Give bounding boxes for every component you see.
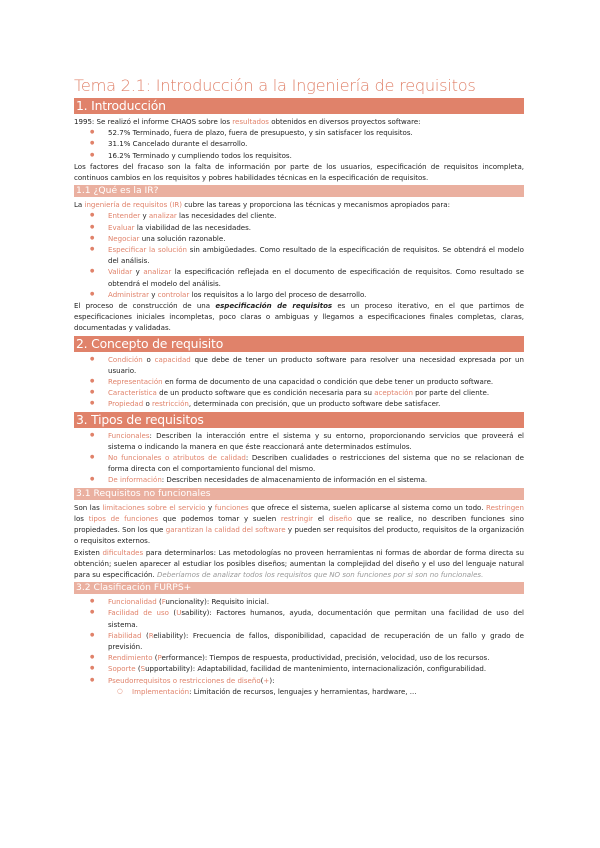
text: (: [260, 675, 264, 685]
highlight: Fiabilidad: [108, 630, 142, 640]
list-item: [108, 210, 524, 221]
bullet-list: [74, 354, 524, 410]
list-item: [108, 663, 524, 674]
text: y pueden ser requisitos del producto, requisitos de la organización o requisitos externos.: [74, 525, 524, 546]
section-heading-concepto-requisito: 2. Concepto de requisito: [74, 336, 524, 352]
text: sability): Factores humanos, ayuda, documentación que permitan una facilidad de uso del sistema.: [108, 608, 524, 629]
highlight: P: [157, 653, 162, 663]
highlight: Administrar: [108, 289, 149, 299]
highlight: resultados: [232, 117, 269, 126]
list-item: [108, 430, 524, 452]
highlight: Restringen: [486, 502, 524, 512]
highlight: Especificar la solución: [108, 245, 188, 255]
subsection-heading-no-funcionales: 3.1 Requisitos no funcionales: [74, 488, 524, 500]
list-item: [108, 675, 524, 686]
paragraph: [74, 502, 524, 547]
list-item: [108, 398, 524, 409]
text: que debe de tener un producto software para resolver una necesidad expresada por un usuario.: [108, 354, 524, 375]
highlight: S: [140, 664, 146, 674]
text: una solución razonable.: [139, 233, 226, 243]
text: en forma de documento de una capacidad o condición que debe tener un producto software.: [162, 377, 494, 387]
highlight: Rendimiento: [108, 653, 153, 663]
list-item: ● 16.2% Terminado y cumpliendo todos los requisitos.: [108, 150, 524, 161]
text: (: [152, 653, 158, 663]
subsection-heading-furps: 3.2 Clasificación FURPS+: [74, 582, 524, 594]
sub-bullet-list: [74, 686, 524, 697]
highlight: controlar: [157, 289, 190, 299]
text: el: [313, 513, 329, 523]
highlight: Condición: [108, 354, 143, 364]
highlight: R: [148, 630, 154, 640]
text: (: [135, 664, 141, 674]
text: para determinarlos: Las metodologías no proveen herramientas ni formas de abordar de forma directa su obtención; suelen aparecer al estudiar los posibles diseños; aumentan la complejidad del diseño y el uso del lenguaje natural para su especificación.: [74, 547, 524, 579]
text: la viabilidad de las necesidades.: [134, 222, 252, 232]
text: los requisitos a lo largo del proceso de desarrollo.: [189, 289, 367, 299]
text: (: [156, 597, 162, 607]
bullet-list: [74, 127, 524, 161]
text: : Describen cualidades o restricciones del sistema que no se relacionan de forma directa con el comportamiento funcional del mismo.: [108, 453, 524, 474]
highlight: analizar: [148, 211, 177, 221]
highlight: Entender: [108, 211, 141, 221]
list-item: [108, 607, 524, 629]
list-item: [108, 233, 524, 244]
list-item: [108, 222, 524, 233]
section-heading-tipos-requisitos: 3. Tipos de requisitos: [74, 412, 524, 428]
text: uncionality): Requisito inicial.: [165, 597, 269, 607]
paragraph: [74, 300, 524, 334]
highlight: Característica: [108, 388, 157, 398]
text: que podemos tomar y suelen: [158, 513, 281, 523]
list-item: [108, 596, 524, 607]
highlight: +: [263, 675, 270, 685]
paragraph: [74, 547, 524, 581]
text: de un producto software que es condición necesaria para su: [156, 388, 375, 398]
text: o: [143, 399, 153, 409]
list-item: [108, 474, 524, 485]
text: Son las: [74, 502, 103, 512]
text: o: [142, 354, 155, 364]
text: los: [74, 513, 89, 523]
list-item: [108, 244, 524, 266]
text: La: [74, 200, 85, 210]
highlight: Representación: [108, 377, 163, 387]
highlight: Evaluar: [108, 222, 135, 232]
text: y: [132, 267, 144, 277]
paragraph: [74, 116, 524, 127]
text: (: [168, 608, 177, 618]
text: Existen: [74, 547, 103, 557]
text: cubre las tareas y proporciona las técnicas y mecanismos apropiados para:: [182, 200, 450, 210]
subsection-heading-que-es-ir: 1.1 ¿Qué es la IR?: [74, 185, 524, 197]
page-title: Tema 2.1: Introducción a la Ingeniería de requisitos: [74, 76, 476, 95]
text: erformance): Tiempos de respuesta, productividad, precisión, velocidad, uso de los recursos.: [161, 653, 490, 663]
highlight: Propiedad: [108, 399, 144, 409]
highlight: restringir: [280, 513, 314, 523]
bullet-list: [74, 430, 524, 486]
text: la especificación reflejada en el documento de especificación de requisitos. Como resultado se obtendrá el modelo del análisis.: [108, 267, 525, 288]
text: es un proceso iterativo, en el que partimos de especificaciones iniciales incompletas, poco claras o ambiguas y llegamos a especificaciones finales completas, claras, documentadas y validadas.: [74, 301, 525, 333]
text: : Describen necesidades de almacenamiento de información en el sistema.: [161, 475, 428, 485]
list-item: [132, 686, 524, 697]
highlight: Funcionalidad: [108, 597, 157, 607]
highlight: analizar: [143, 267, 172, 277]
bullet-list: [74, 210, 524, 300]
text: , determinada con precisión, que un producto software debe satisfacer.: [188, 399, 441, 409]
list-item: ● 52.7% Terminado, fuera de plazo, fuera de presupuesto, y sin satisfacer los requisitos.: [108, 127, 524, 138]
highlight: dificultades: [102, 547, 144, 557]
text: : Limitación de recursos, lenguajes y herramientas, hardware, ...: [189, 686, 417, 696]
highlight: limitaciones sobre el servicio: [102, 502, 206, 512]
list-item: [108, 630, 524, 652]
highlight: Funcionales: [108, 430, 150, 440]
highlight: Soporte: [108, 664, 136, 674]
list-item: [108, 376, 524, 387]
list-item: ● 31.1% Cancelado durante el desarrollo.: [108, 138, 524, 149]
text: upportability): Adaptabilidad, facilidad de mantenimiento, internacionalización, configurabilidad.: [145, 664, 487, 674]
text: que ofrece el sistema, suelen aplicarse al sistema como un todo.: [248, 502, 487, 512]
text: sin ambigüedades. Como resultado de la especificación de requisitos. Se obtendrá el modelo del análisis.: [108, 245, 524, 266]
highlight: Validar: [108, 267, 133, 277]
section-heading-introduccion: 1. Introducción: [74, 98, 524, 114]
list-item: [108, 387, 524, 398]
highlight: ingeniería de requisitos (IR): [84, 200, 183, 210]
highlight: Implementación: [132, 686, 190, 696]
list-item: [108, 652, 524, 663]
emphasis: especificación de requisitos: [215, 301, 333, 311]
text: obtenidos en diversos proyectos software:: [268, 117, 421, 126]
text: (: [141, 630, 149, 640]
list-item: [108, 354, 524, 376]
highlight: Facilidad de uso: [108, 608, 169, 618]
highlight: Negociar: [108, 233, 140, 243]
paragraph: Los factores del fracaso son la falta de información por parte de los usuarios, especificación de requisitos incompleta, continuos cambios en los requisitos y pobres habilidades técnicas en la especificación de requisitos.: [74, 161, 524, 183]
text: que se realice, no describen funciones sino propiedades. Son los que: [74, 513, 524, 535]
text: El proceso de construcción de una: [74, 301, 216, 311]
highlight: De información: [108, 475, 162, 485]
highlight: tipos de funciones: [88, 513, 159, 523]
list-item: [108, 266, 524, 288]
text: y: [205, 502, 215, 512]
highlight: No funcionales o atributos de calidad: [108, 453, 246, 463]
highlight: diseño: [328, 513, 353, 523]
highlight: U: [176, 608, 182, 618]
list-item: [108, 289, 524, 300]
list-item: [108, 452, 524, 474]
text: 1995: Se realizó el informe CHAOS sobre los: [74, 117, 233, 126]
text: ):: [269, 675, 275, 685]
highlight: capacidad: [154, 354, 191, 364]
bullet-list: [74, 596, 524, 686]
text: por parte del cliente.: [412, 388, 490, 398]
paragraph: [74, 199, 524, 210]
highlight: F: [161, 597, 166, 607]
highlight: aceptación: [374, 388, 413, 398]
text: : Describen la interacción entre el sistema y su entorno, proporcionando servicios que proveerá el sistema o indicando la manera en que éste reaccionará ante determinados estímulos.: [108, 430, 524, 451]
text: las necesidades del cliente.: [176, 211, 277, 221]
text: y: [148, 289, 158, 299]
note: Deberíamos de analizar todos los requisitos que NO son funciones por si son no funcionales.: [157, 569, 484, 579]
text: y: [140, 211, 149, 221]
text: eliability): Frecuencia de fallos, disponibilidad, capacidad de recuperación de un fallo y grado de previsión.: [108, 630, 524, 651]
highlight: restricción: [152, 399, 189, 409]
highlight: funciones: [214, 502, 249, 512]
highlight: garantizan la calidad del software: [165, 525, 286, 535]
highlight: Pseudorrequisitos o restricciones de diseño: [108, 675, 261, 685]
